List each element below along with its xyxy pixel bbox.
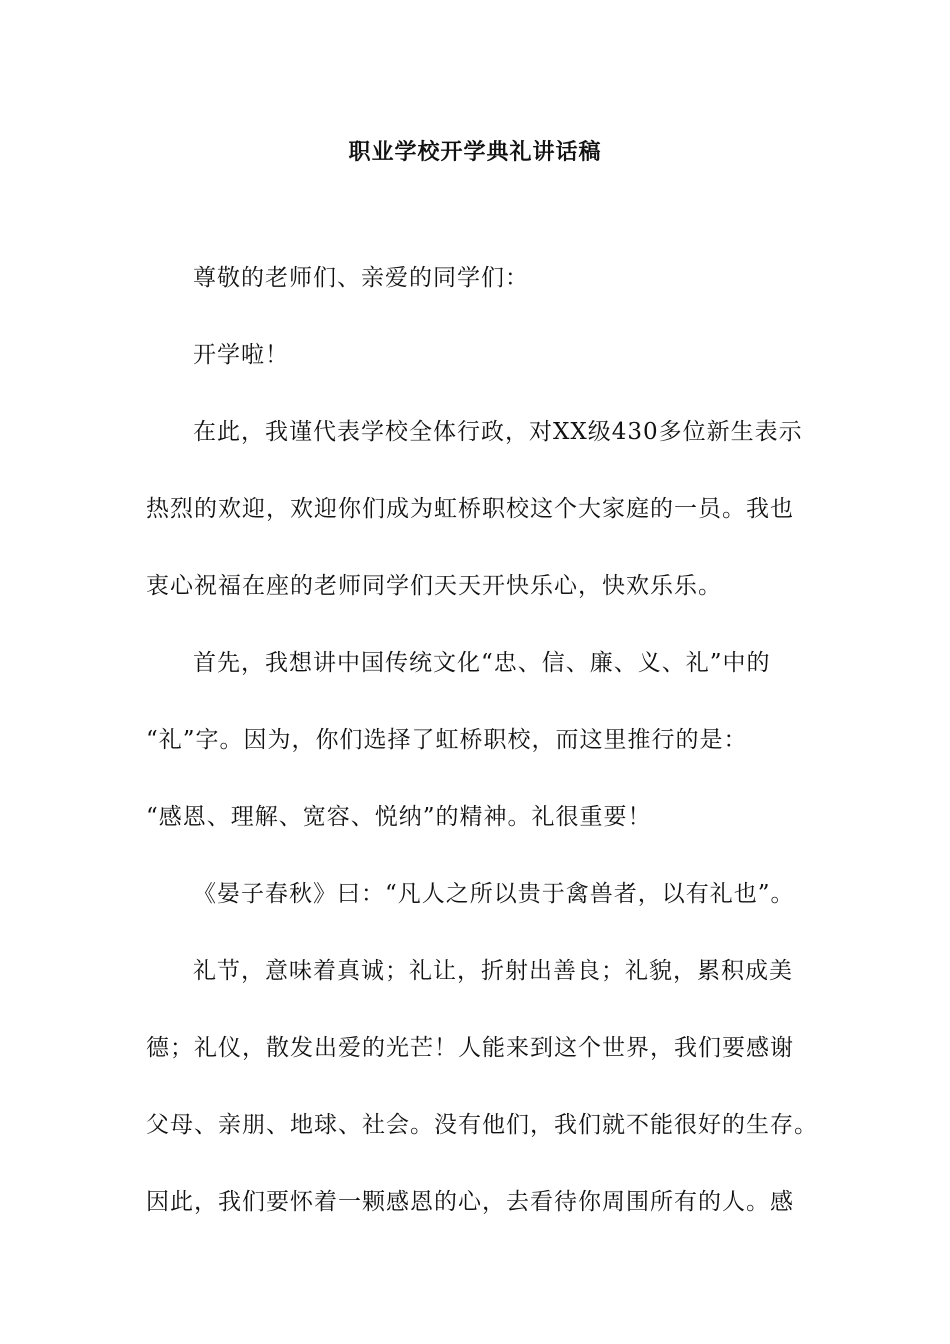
- text-line: 德；礼仪，散发出爱的光芒！人能来到这个世界，我们要感谢: [146, 1035, 794, 1061]
- text-line: 首先，我想讲中国传统文化“忠、信、廉、义、礼”中的: [193, 650, 771, 676]
- text-line: 热烈的欢迎，欢迎你们成为虹桥职校这个大家庭的一员。我也: [146, 496, 794, 522]
- document-title: 职业学校开学典礼讲话稿: [348, 139, 602, 165]
- text-line: 因此，我们要怀着一颗感恩的心，去看待你周围所有的人。感: [146, 1189, 794, 1215]
- document-body: [146, 258, 826, 1259]
- text-line: 衷心祝福在座的老师同学们天天开快乐心，快欢乐乐。: [146, 573, 722, 599]
- text-line: “礼”字。因为，你们选择了虹桥职校，而这里推行的是：: [146, 727, 748, 753]
- text-line: 尊敬的老师们、亲爱的同学们：: [193, 265, 529, 291]
- text-line: 《晏子春秋》曰：“凡人之所以贵于禽兽者，以有礼也”。: [193, 881, 795, 907]
- text-line: 开学啦！: [193, 342, 289, 368]
- text-line: 父母、亲朋、地球、社会。没有他们，我们就不能很好的生存。: [146, 1112, 818, 1138]
- text-line: “感恩、理解、宽容、悦纳”的精神。礼很重要！: [146, 804, 652, 830]
- text-line: 在此，我谨代表学校全体行政，对XX级430多位新生表示: [193, 419, 803, 445]
- text-line: 礼节，意味着真诚；礼让，折射出善良；礼貌，累积成美: [193, 958, 793, 984]
